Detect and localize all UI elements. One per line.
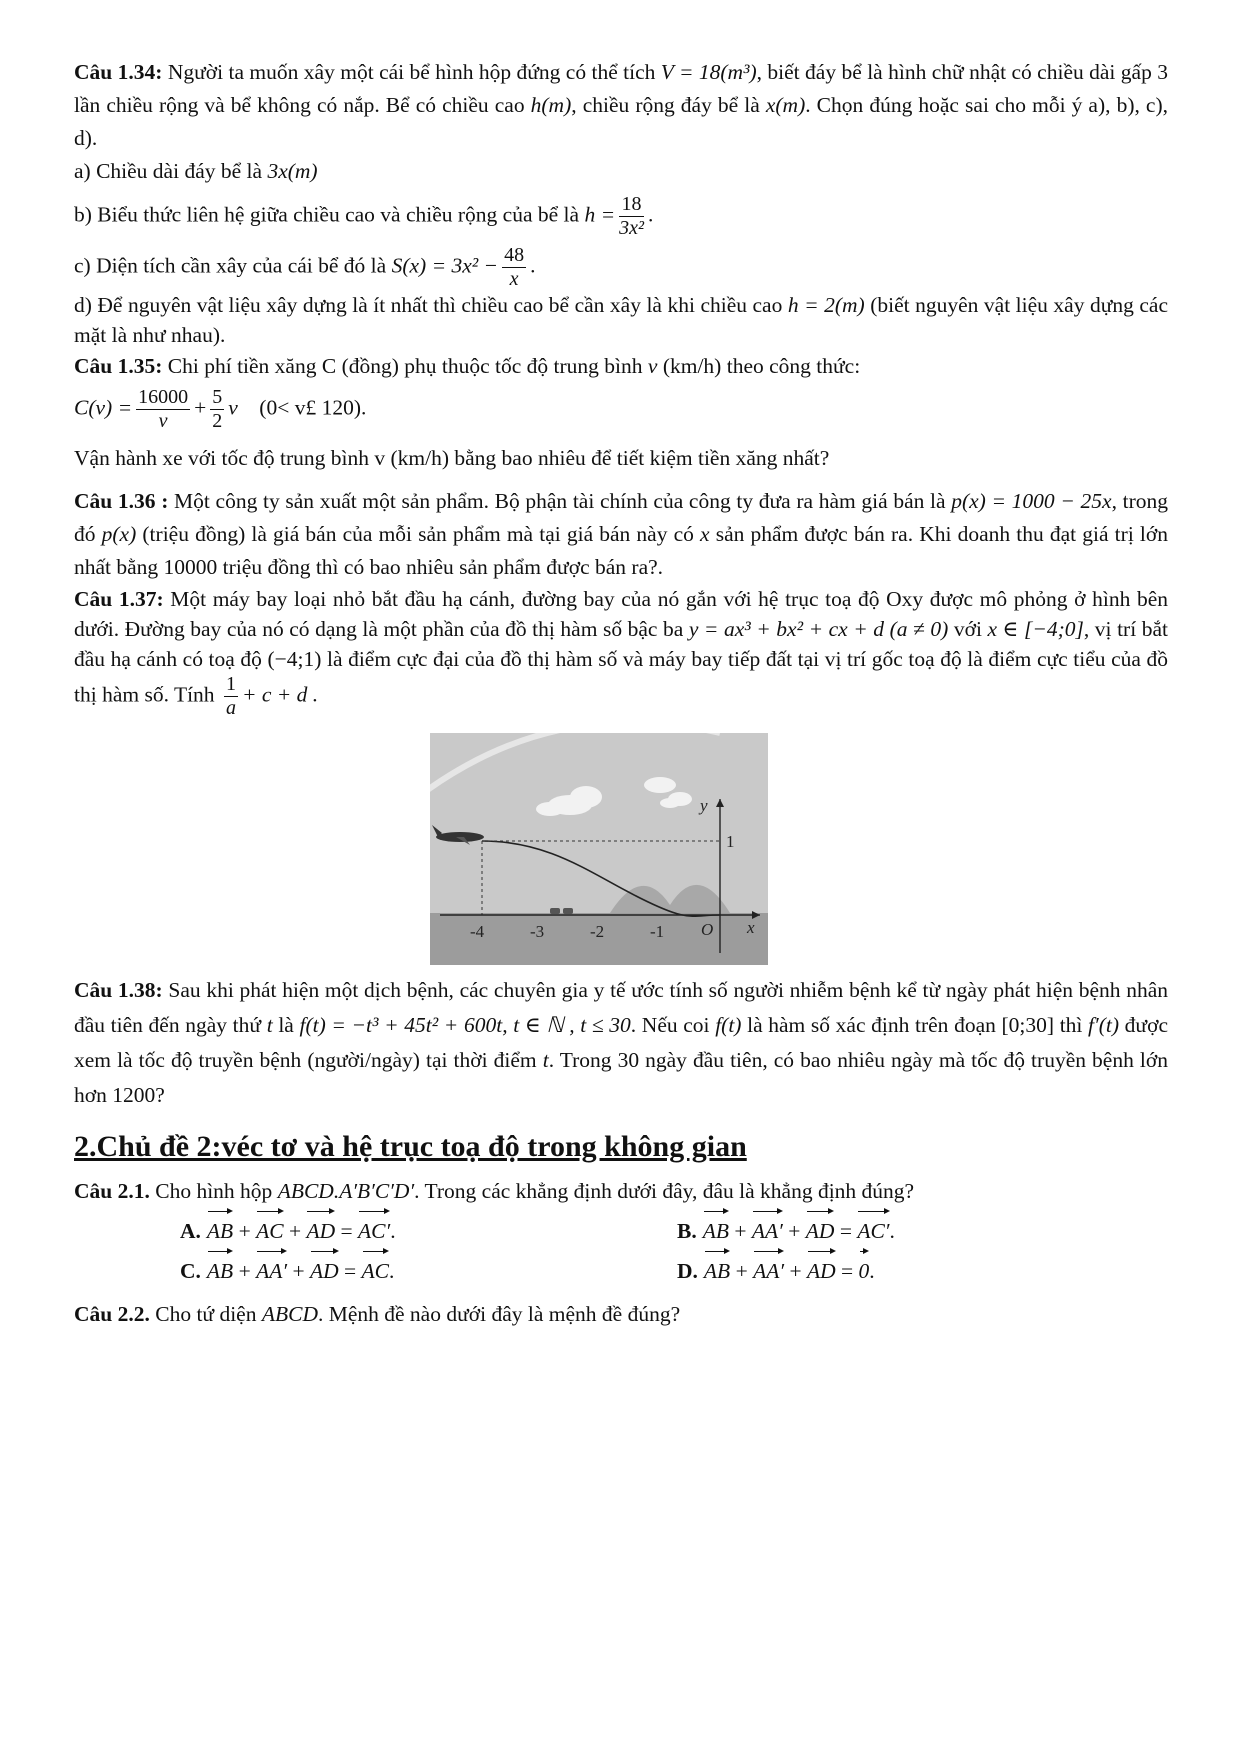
question-label: Câu 1.35: (74, 354, 163, 378)
question-label: Câu 1.34: (74, 60, 163, 84)
question-1-35: Câu 1.35: Chi phí tiền xăng C (đồng) phụ thuộc tốc độ trung bình v (km/h) theo công thức: (74, 354, 861, 378)
question-1-34: Câu 1.34: Người ta muốn xây một cái bể hình hộp đứng có thể tích V = 18(m³), biết đáy bể là hình chữ nhật có chiều dài gấp 3 lần chiều rộng và bể không có nắp. Bể có chiều cao h(m), chiều rộng đáy bể là x(m). Chọn đúng hoặc sai cho mỗi ý a), b), c), d). (74, 60, 1168, 150)
question-1-36: Câu 1.36 : Một công ty sản xuất một sản phẩm. Bộ phận tài chính của công ty đưa ra hàm giá bán là p(x) = 1000 − 25x, trong đó p(x) (triệu đồng) là giá bán của mỗi sản phẩm mà tại giá bán này có x sản phẩm được bán ra. Khi doanh thu đạt giá trị lớn nhất bằng 10000 triệu đồng thì có bao nhiêu sản phẩm được bán ra?. (74, 489, 1169, 579)
answer-options (180, 1208, 1168, 1288)
x-tick-label: -2 (590, 922, 605, 941)
option-d[interactable]: D. AB + AA′ + AD = 0. (677, 1248, 1174, 1288)
x-tick-label: -3 (530, 922, 545, 941)
question-1-37: Câu 1.37: Một máy bay loại nhỏ bắt đầu hạ cánh, đường bay của nó gắn với hệ trục toạ độ Oxy được mô phỏng ở hình bên dưới. Đường bay của nó có dạng là một phần của đồ thị hàm số bậc ba y = ax³ + bx² + cx + d (a ≠ 0) với x ∈ [−4;0], vị trí bắt đầu hạ cánh có toạ độ (−4;1) là điểm cực đại của đồ thị hàm số và máy bay tiếp đất tại vị trí gốc toạ độ là điểm cực tiểu của đồ thị hàm số. Tính $\frac{1}{a}$ + c + d . (74, 587, 1169, 719)
question-label: Câu 1.38: (74, 978, 163, 1002)
document-page (74, 56, 1168, 1331)
x-tick-label: -4 (470, 922, 485, 941)
question-label: Câu 2.2. (74, 1302, 150, 1326)
question-1-38: Câu 1.38: Sau khi phát hiện một dịch bệnh, các chuyên gia y tế ước tính số người nhiễm bệnh kể từ ngày phát hiện bệnh nhân đầu tiên đến ngày thứ t là f(t) = −t³ + 45t² + 600t, t ∈ ℕ , t ≤ 30. Nếu coi f(t) là hàm số xác định trên đoạn [0;30] thì f′(t) được xem là tốc độ truyền bệnh (người/ngày) tại thời điểm t. Trong 30 ngày đầu tiên, có bao nhiêu ngày mà tốc độ truyền bệnh lớn hơn 1200? (74, 978, 1168, 1107)
fraction: $\frac{18}{\text{3x²}}$ (619, 193, 644, 239)
landing-path-illustration (430, 733, 768, 965)
option-a[interactable]: A. AB + AC + AD = AC′. (180, 1208, 677, 1248)
question-label: Câu 1.37: (74, 587, 164, 611)
fuel-cost-formula: C(v) = $\frac{16000}{v}$ + $\frac{5}{2}$ v (0< v£ 120). (74, 386, 367, 432)
statement-a: a) Chiều dài đáy bể là 3x(m) (74, 159, 318, 183)
statement-b: b) Biểu thức liên hệ giữa chiều cao và chiều rộng của bể là h = $\frac{18}{\text{3x²}}$ . (74, 193, 654, 239)
question-label: Câu 2.1. (74, 1179, 150, 1203)
statement-d: d) Để nguyên vật liệu xây dựng là ít nhất thì chiều cao bể cần xây là khi chiều cao h = 2(m) (biết nguyên vật liệu xây dựng các mặt là như nhau). (74, 293, 1168, 347)
section-2-title: 2.Chủ đề 2:véc tơ và hệ trục toạ độ trong không gian (74, 1130, 747, 1163)
option-c[interactable]: C. AB + AA′ + AD = AC. (180, 1248, 677, 1288)
x-axis-label: x (747, 918, 755, 937)
origin-label: O (701, 920, 714, 939)
fraction: $\frac{48}{x}$ (504, 244, 525, 290)
y-one-label: 1 (726, 832, 735, 851)
question-label: Câu 1.36 : (74, 489, 169, 513)
statement-c: c) Diện tích cần xây của cái bể đó là S(x) = 3x² − $\frac{48}{x}$ . (74, 244, 536, 290)
question-2-1: Câu 2.1. Cho hình hộp ABCD.A′B′C′D′. Trong các khẳng định dưới đây, đâu là khẳng định đúng? (74, 1179, 915, 1203)
question-1-35-ask: Vận hành xe với tốc độ trung bình v (km/h) bằng bao nhiêu để tiết kiệm tiền xăng nhất? (74, 446, 830, 470)
option-b[interactable]: B. AB + AA′ + AD = AC′. (677, 1208, 1174, 1248)
y-axis-label: y (700, 796, 708, 815)
x-tick-label: -1 (650, 922, 665, 941)
landing-path-figure (430, 733, 768, 965)
question-2-2: Câu 2.2. Cho tứ diện ABCD. Mệnh đề nào dưới đây là mệnh đề đúng? (74, 1302, 681, 1326)
volume-formula: V = 18(m³) (660, 60, 757, 84)
